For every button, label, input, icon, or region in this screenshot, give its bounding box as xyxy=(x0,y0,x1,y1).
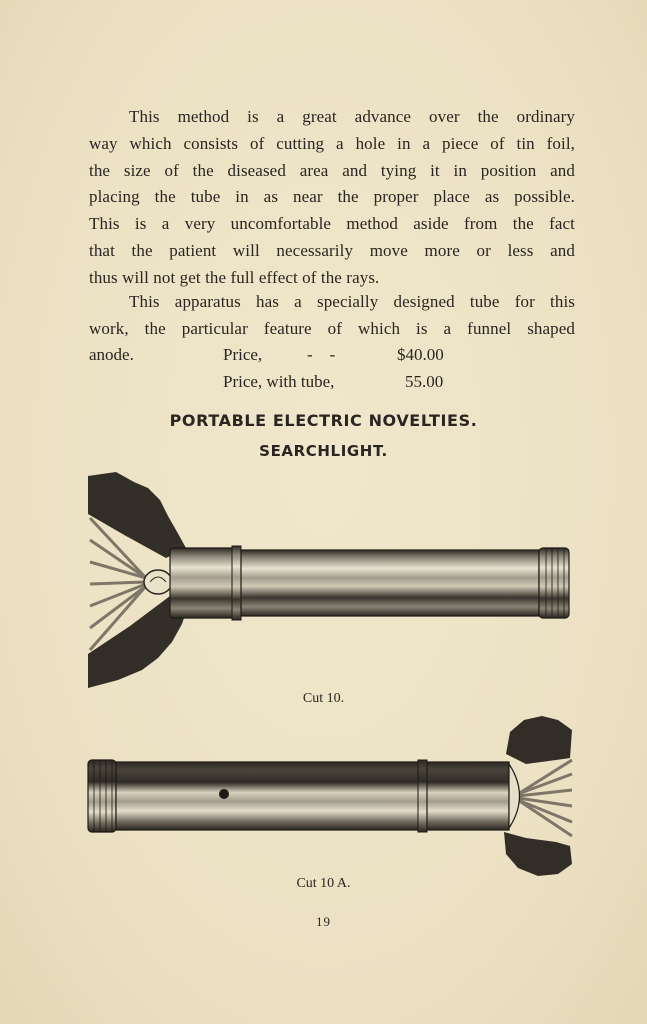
text-line: This is a very uncomfortable method aside from the fact xyxy=(89,214,575,234)
paragraph-tin-foil-method xyxy=(89,104,575,292)
figure-caption-cut-10: Cut 10. xyxy=(302,691,345,706)
beam-shadow-top xyxy=(506,716,572,764)
anode-word: anode. xyxy=(89,345,134,364)
flashlight-beam-left-illustration xyxy=(86,466,576,692)
price-with-tube-label: Price, with tube, xyxy=(223,372,335,391)
head-ring xyxy=(232,546,241,620)
text-line: This apparatus has a specially designed tube for this xyxy=(129,292,575,311)
text-line: that the patient will necessarily move more or less and xyxy=(89,240,575,260)
flashlight-beam-right-illustration xyxy=(86,714,576,878)
head-ring xyxy=(418,760,427,832)
price-dashes: - - xyxy=(307,345,336,364)
page-number: 19 xyxy=(316,914,331,929)
text-line: thus will not get the full effect of the rays. xyxy=(89,267,380,287)
text-line: placing the tube in as near the proper place as possible. xyxy=(89,187,575,207)
tube-body xyxy=(116,762,420,830)
price-value: $40.00 xyxy=(397,345,444,364)
head-cap xyxy=(427,762,509,830)
subsection-title: SEARCHLIGHT. xyxy=(259,442,388,460)
beam-shadow-bottom xyxy=(504,832,572,876)
switch-hole xyxy=(219,789,229,799)
lens-dome xyxy=(509,764,520,828)
text-line: work, the particular feature of which is a funnel shaped xyxy=(89,318,575,338)
text-line: This method is a great advance over the ordinary xyxy=(129,107,575,126)
head-cap xyxy=(170,548,240,618)
price-with-tube-value: 55.00 xyxy=(405,372,444,391)
section-title: PORTABLE ELECTRIC NOVELTIES. xyxy=(169,411,478,430)
price-label: Price, xyxy=(223,345,263,364)
beam-shadow-top xyxy=(88,472,186,558)
light-rays xyxy=(518,760,572,836)
bulb xyxy=(144,570,172,594)
tube-body xyxy=(241,550,539,616)
paragraph-apparatus xyxy=(89,289,575,343)
text-line: way which consists of cutting a hole in a piece of tin foil, xyxy=(89,133,575,153)
text-line: the size of the diseased area and tying it in position and xyxy=(89,160,575,180)
figure-caption-cut-10a: Cut 10 A. xyxy=(296,876,351,891)
